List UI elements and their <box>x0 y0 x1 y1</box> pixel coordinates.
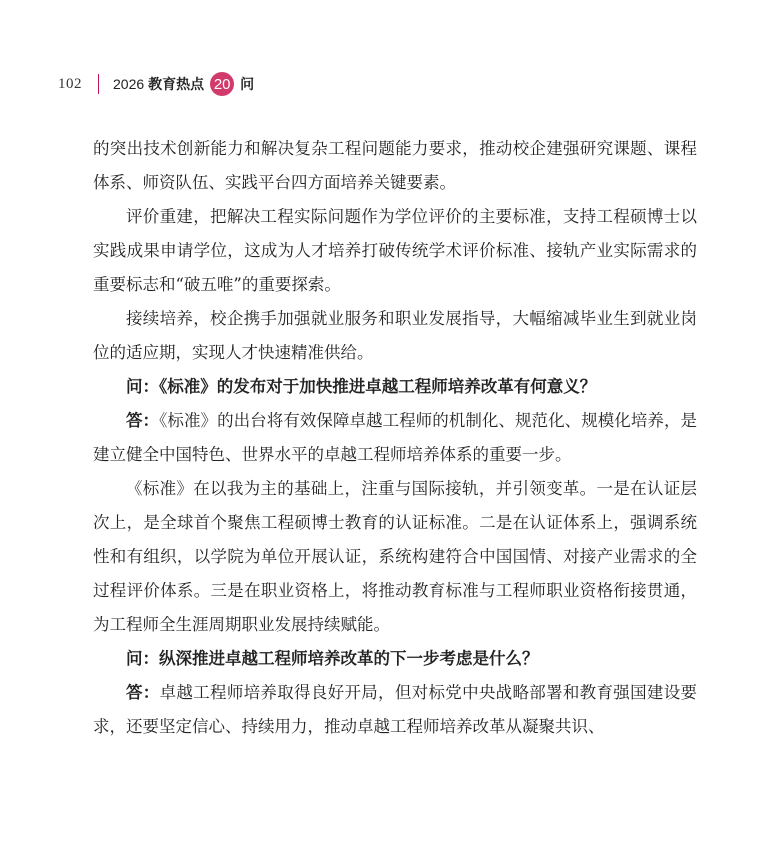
answer-text: 《标准》的出台将有效保障卓越工程师的机制化、规范化、规模化培养，是建立健全中国特色、世界水平的卓越工程师培养体系的重要一步。 <box>93 411 698 464</box>
question-heading <box>93 642 697 676</box>
answer-text: 卓越工程师培养取得良好开局，但对标党中央战略部署和教育强国建设要求，还要坚定信心、持续用力，推动卓越工程师培养改革从凝聚共识、 <box>93 683 698 736</box>
page-body <box>93 132 697 744</box>
question-heading <box>93 370 697 404</box>
question-text: 纵深推进卓越工程师培养改革的下一步考虑是什么？ <box>159 649 539 668</box>
question-label: 问： <box>126 649 159 668</box>
book-title-suffix: 问 <box>240 76 255 92</box>
paragraph: 评价重建，把解决工程实际问题作为学位评价的主要标准，支持工程硕博士以实践成果申请学位，这成为人才培养打破传统学术评价标准、接轨产业实际需求的重要标志和“破五唯”的重要探索。 <box>93 207 697 294</box>
answer-label: 答： <box>126 683 160 702</box>
paragraph: 的突出技术创新能力和解决复杂工程问题能力要求，推动校企建强研究课题、课程体系、师资队伍、实践平台四方面培养关键要素。 <box>93 139 697 192</box>
paragraph: 接续培养，校企携手加强就业服务和职业发展指导，大幅缩减毕业生到就业岗位的适应期，实现人才快速精准供给。 <box>93 309 697 362</box>
number-badge: 20 <box>210 72 234 96</box>
header-divider <box>98 74 99 94</box>
question-text: 《标准》的发布对于加快推进卓越工程师培养改革有何意义？ <box>159 377 597 396</box>
paragraph: 《标准》在以我为主的基础上，注重与国际接轨，并引领变革。一是在认证层次上，是全球首个聚焦工程硕博士教育的认证标准。二是在认证体系上，强调系统性和有组织，以学院为单位开展认证，系统构建符合中国国情、对接产业需求的全过程评价体系。三是在职业资格上，将推动教育标准与工程师职业资格衔接贯通，为工程师全生涯周期职业发展持续赋能。 <box>93 479 697 634</box>
book-title-year: 2026 <box>113 76 145 92</box>
answer-paragraph <box>93 404 697 472</box>
answer-paragraph <box>93 676 697 744</box>
answer-label: 答： <box>126 411 160 430</box>
page-number: 102 <box>58 75 82 92</box>
book-title-main: 教育热点 <box>148 76 205 92</box>
question-label: 问： <box>126 377 159 396</box>
book-title <box>113 72 254 96</box>
running-header <box>58 72 254 96</box>
